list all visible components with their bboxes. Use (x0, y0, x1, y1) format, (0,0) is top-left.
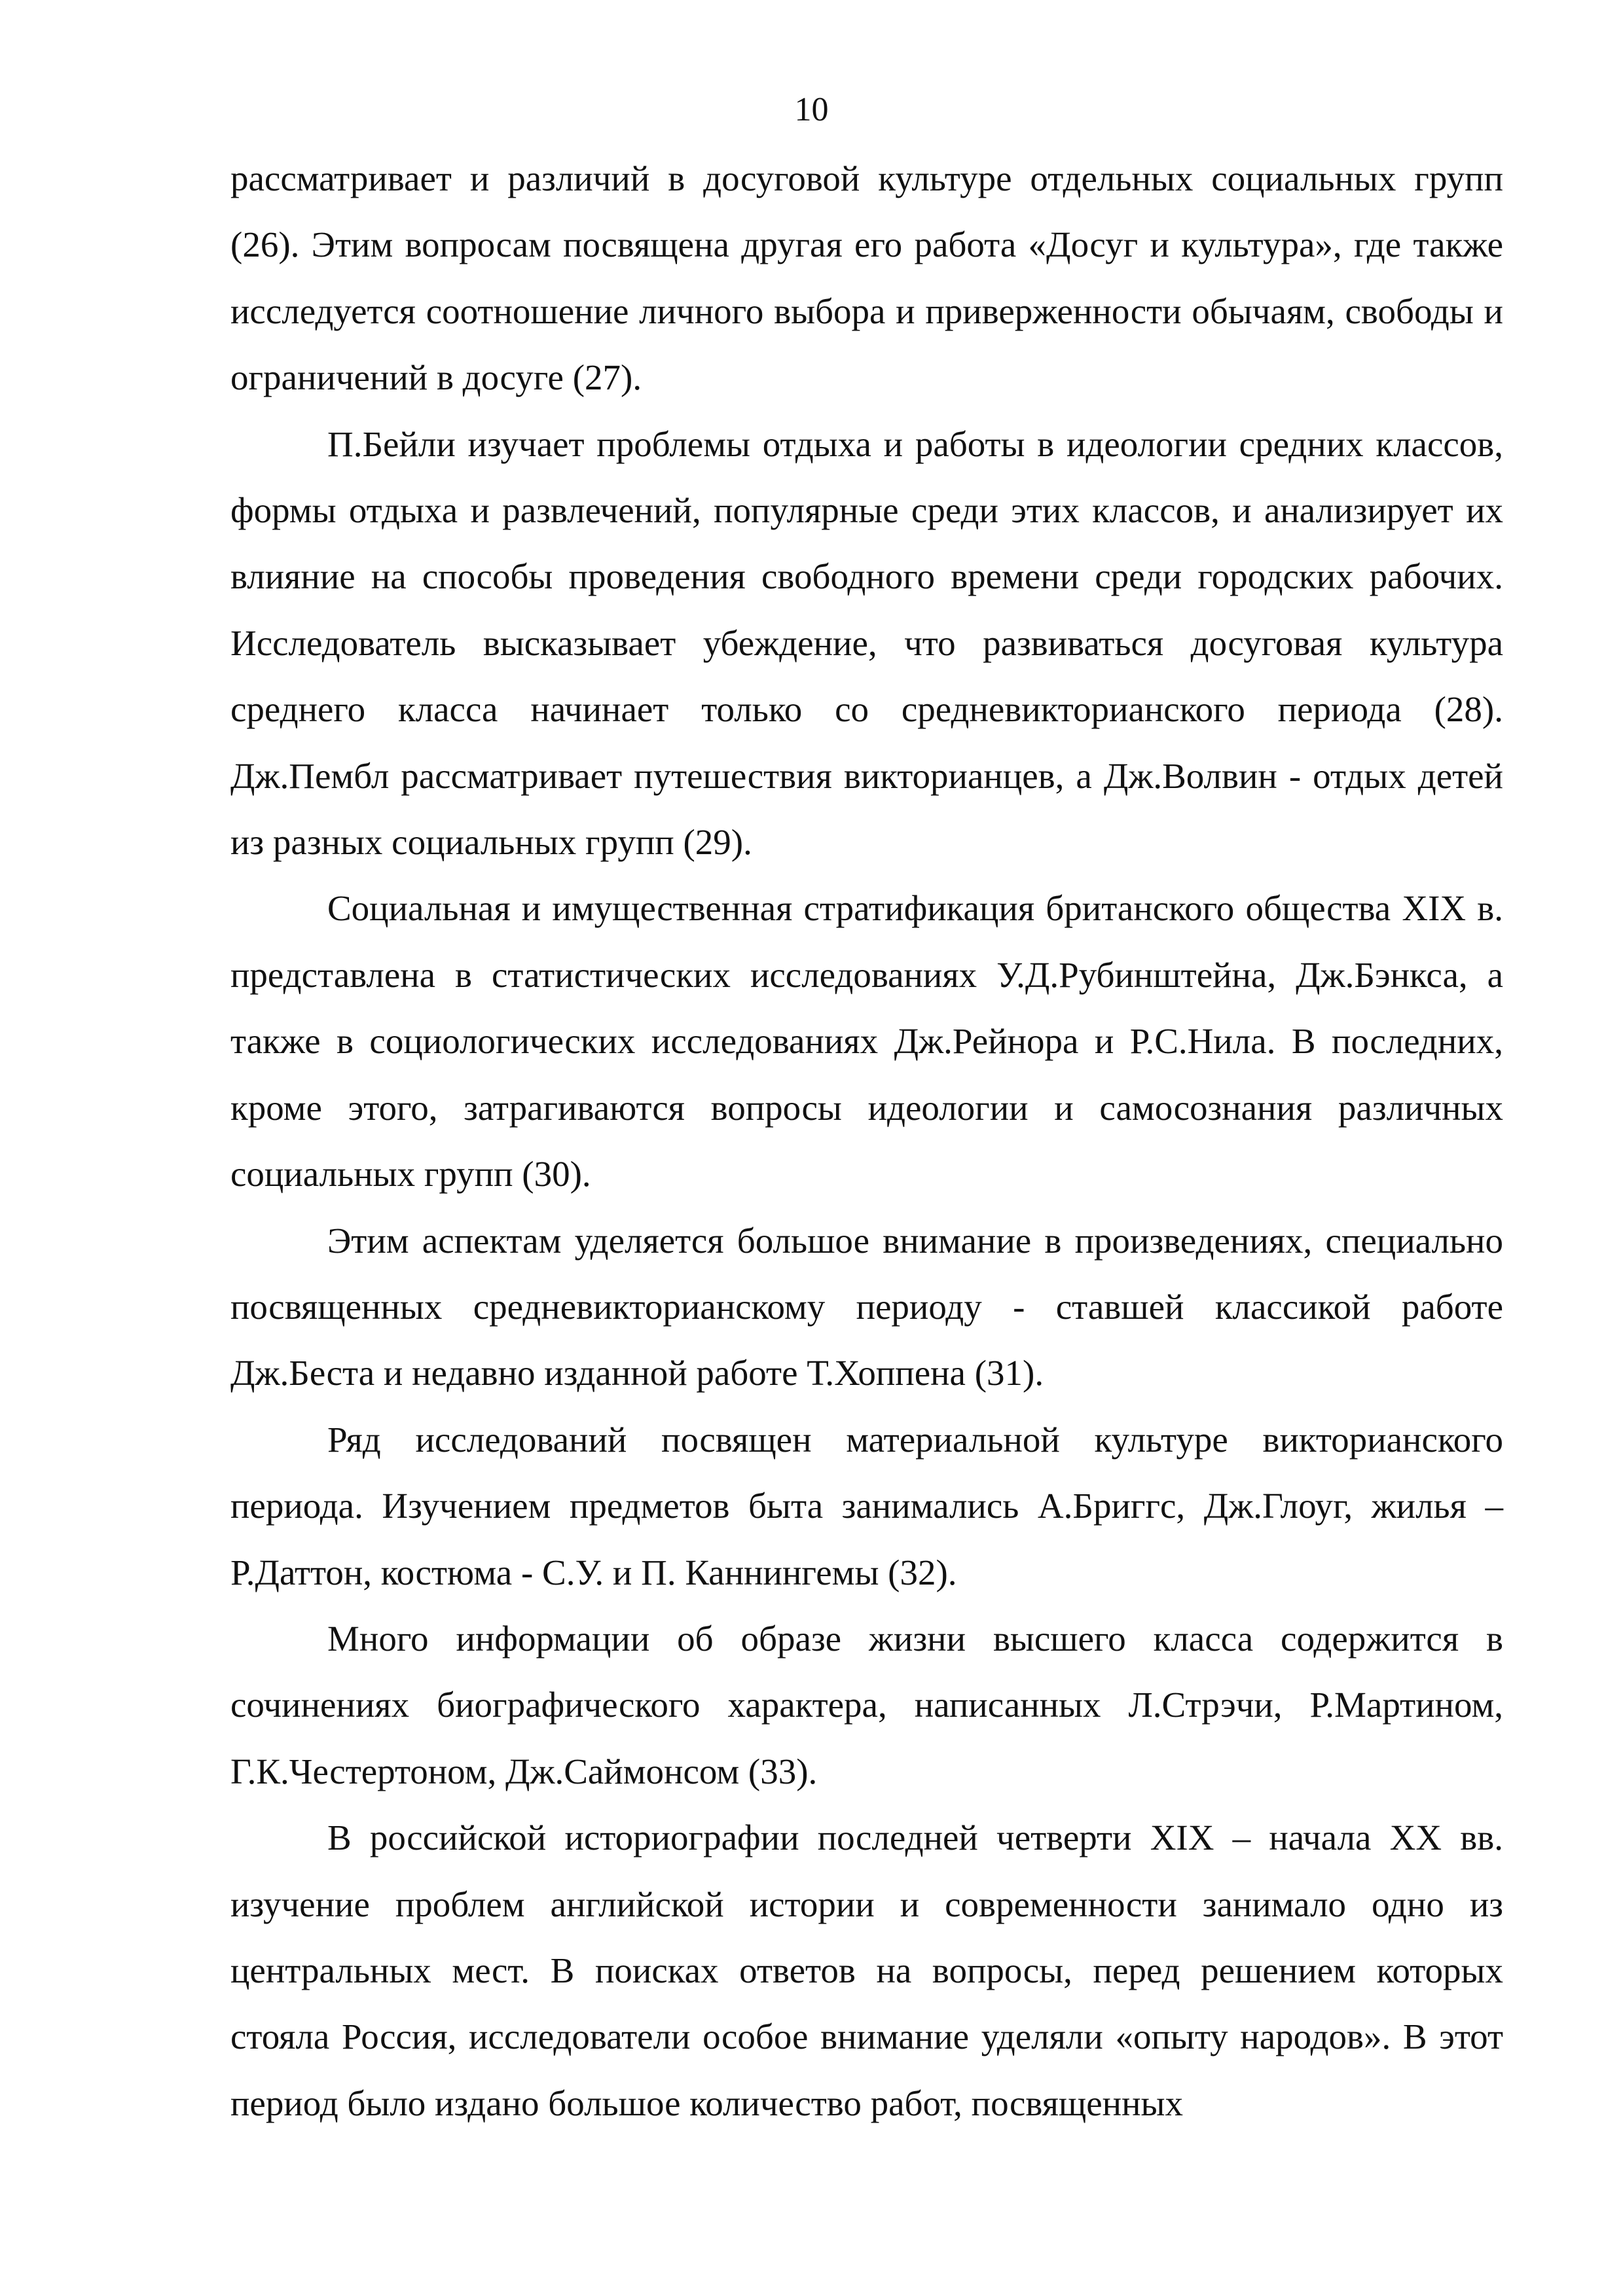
paragraph-aspects: Этим аспектам уделяется большое внимание в произведениях, специально посвященных средневикторианскому периоду - ставшей классикой работе Дж.Беста и недавно изданной работе Т.Хоппена (31). (230, 1220, 1503, 1393)
paragraph-material-culture: Ряд исследований посвящен материальной культуре викторианского периода. Изучением предметов быта занимались А.Бриггс, Дж.Глоуг, жилья – Р.Даттон, костюма - С.У. и П. Каннингемы (32). (230, 1419, 1503, 1592)
paragraph-upper-class: Много информации об образе жизни высшего класса содержится в сочинениях биографического характера, написанных Л.Стрэчи, Р.Мартином, Г.К.Честертоном, Дж.Саймонсом (33). (230, 1618, 1503, 1791)
page-number: 10 (794, 91, 829, 128)
paragraph-stratification: Социальная и имущественная стратификация британского общества XIX в. представлена в статистических исследованиях У.Д.Рубинштейна, Дж.Бэнкса, а также в социологических исследованиях Дж.Рейнора и Р.С.Нила. В последних, кроме этого, затрагиваются вопросы идеологии и самосознания различных социальных групп (30). (230, 888, 1503, 1194)
paragraph-continuation: рассматривает и различий в досуговой культуре отдельных социальных групп (26). Этим вопросам посвящена другая его работа «Досуг и культура», где также исследуется соотношение личного выбора и приверженности обычаям, свободы и ограничений в досуге (27). (230, 158, 1503, 398)
paragraph-bailey: П.Бейли изучает проблемы отдыха и работы в идеологии средних классов, формы отдыха и развлечений, популярные среди этих классов, и анализирует их влияние на способы проведения свободного времени среди городских рабочих. Исследователь высказывает убеждение, что развиваться досуговая культура среднего класса начинает только со средневикторианского периода (28). Дж.Пембл рассматривает путешествия викторианцев, а Дж.Волвин - отдых детей из разных социальных групп (29). (230, 423, 1503, 863)
document-body (230, 145, 1503, 2136)
paragraph-russian-historiography: В российской историографии последней четверти XIX – начала XX вв. изучение проблем английской истории и современности занимало одно из центральных мест. В поисках ответов на вопросы, перед решением которых стояла Россия, исследователи особое внимание уделяли «опыту народов». В этот период было издано большое количество работ, посвященных (230, 1818, 1503, 2123)
